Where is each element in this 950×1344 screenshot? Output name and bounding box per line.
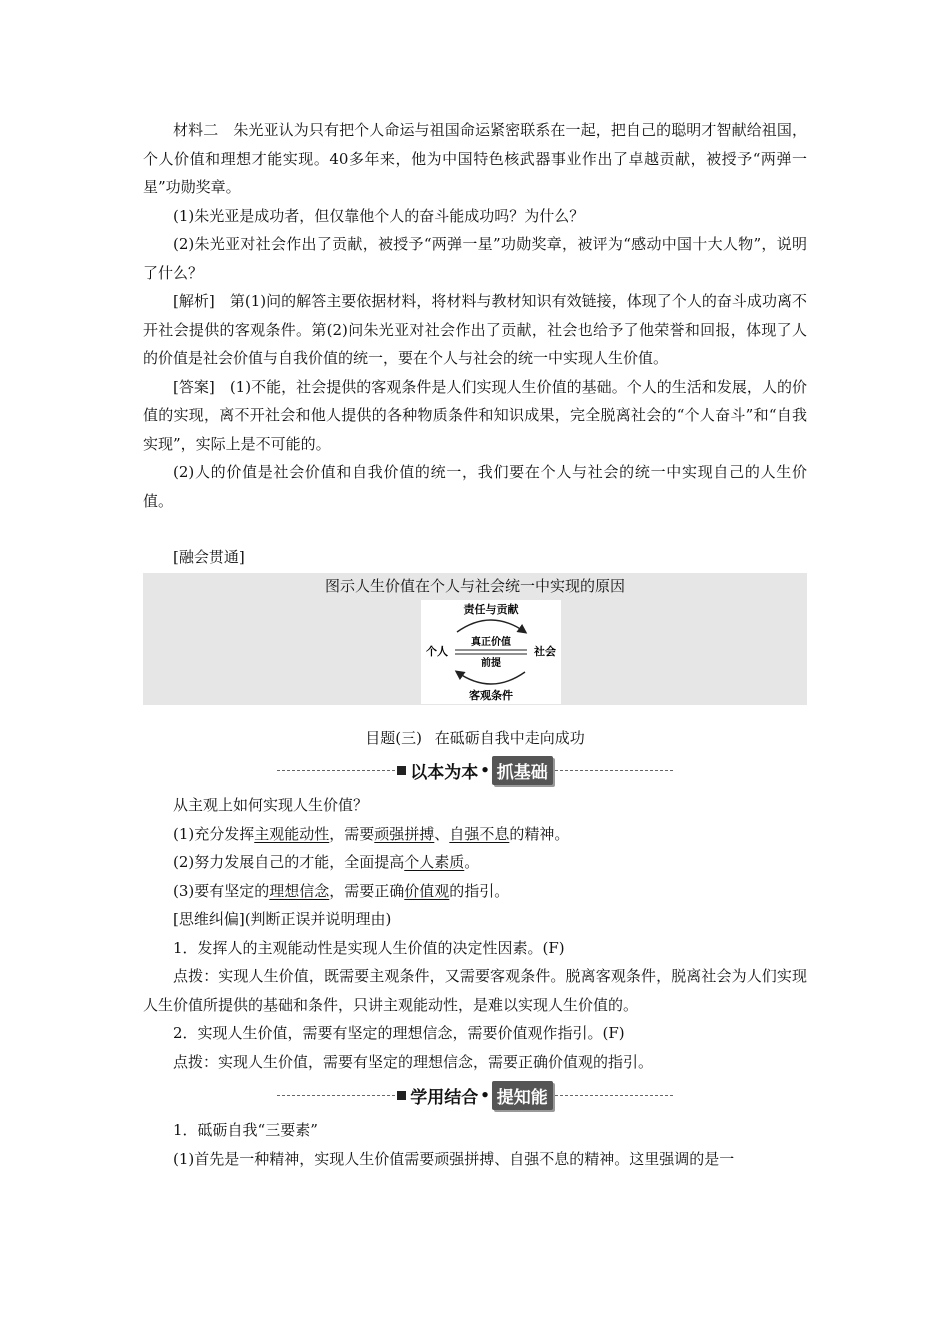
arrow-top xyxy=(457,620,525,632)
banner-dash-left xyxy=(277,770,395,771)
knowledge-heading: 1．砥砺自我“三要素” xyxy=(173,1121,318,1139)
blank-answer: 自强不息 xyxy=(449,824,510,843)
summary-title: 图示人生价值在个人与社会统一中实现的原因 xyxy=(324,577,625,595)
diagram-right-label: 社会 xyxy=(534,645,556,658)
topic-three-label: 目题(三) xyxy=(365,729,422,747)
answer-one: [答案] (1)不能，社会提供的客观条件是人们实现人生价值的基础。个人的生活和发展，人的价值的实现，离不开社会和他人提供的各种物质条件和知识成果，完全脱离社会的“个人奋斗”和“自我实现”，实际上是不可能的。 xyxy=(143,377,807,453)
banner-application-badge: 提知能 xyxy=(492,1081,553,1110)
banner-application xyxy=(143,1080,807,1110)
diagram-mid-top-label: 真正价值 xyxy=(471,637,511,648)
banner-dash-right xyxy=(555,770,673,771)
knowledge-item-1: (1)首先是一种精神，实现人生价值需要顽强拼搏、自强不息的精神。这里强调的是一 xyxy=(173,1149,735,1168)
cycle-diagram-svg xyxy=(421,600,561,704)
square-bullet-icon xyxy=(397,1091,406,1100)
topic-three-heading xyxy=(143,727,807,749)
integration-label: [融会贯通] xyxy=(173,548,245,566)
judgement-1: 1．发挥人的主观能动性是实现人生价值的决定性因素。(F) xyxy=(173,938,565,957)
banner-core xyxy=(397,1081,553,1110)
question-two: (2)朱光亚对社会作出了贡献，被授予“两弹一星”功勋奖章，被评为“感动中国十大人物”，说明了什么？ xyxy=(143,235,807,282)
basics-item-1: (1)充分发挥主观能动性，需要顽强拼搏、自强不息的精神。 xyxy=(173,824,570,843)
blank-answer: 理想信念 xyxy=(269,881,330,900)
analysis-paragraph: [解析] 第(1)问的解答主要依据材料，将材料与教材知识有效链接，体现了个人的奋斗成功离不开社会提供的客观条件。第(2)问朱光亚对社会作出了贡献，社会也给予了他荣誉和回报，体现了人的价值是社会价值与自我价值的统一，要在个人与社会的统一中实现人生价值。 xyxy=(143,292,807,367)
basics-item-2: (2)努力发展自己的才能，全面提高个人素质。 xyxy=(173,853,480,871)
blank-answer: 个人素质 xyxy=(404,853,465,871)
material-two-paragraph: 材料二 朱光亚认为只有把个人命运与祖国命运紧密联系在一起，把自己的聪明才智献给祖国，个人价值和理想才能实现。40多年来，他为中国特色核武器事业作出了卓越贡献，被授予“两弹一星”功勋奖章。 xyxy=(143,121,807,196)
cycle-diagram xyxy=(421,600,561,704)
basics-question: 从主观上如何实现人生价值？ xyxy=(173,796,369,814)
blank-answer: 主观能动性 xyxy=(254,824,330,843)
banner-core xyxy=(397,756,553,785)
banner-application-text: 学用结合 xyxy=(410,1087,479,1108)
arrow-bottom xyxy=(457,672,525,684)
banner-dash-left xyxy=(277,1095,395,1096)
blank-answer: 价值观 xyxy=(404,881,450,900)
diagram-top-label: 责任与贡献 xyxy=(463,603,519,616)
summary-box xyxy=(143,573,807,705)
document-page xyxy=(143,116,807,1173)
banner-basics-text: 以本为本 xyxy=(410,762,479,783)
spacer xyxy=(143,515,807,543)
diagram-left-label: 个人 xyxy=(426,645,448,658)
judgement-2: 2．实现人生价值，需要有坚定的理想信念，需要价值观作指引。(F) xyxy=(173,1024,625,1042)
diagram-mid-bottom-label: 前提 xyxy=(481,658,501,669)
square-bullet-icon xyxy=(397,766,406,775)
dot-separator: • xyxy=(480,761,490,779)
tip-2: 点拨：实现人生价值，需要有坚定的理想信念，需要正确价值观的指引。 xyxy=(173,1052,654,1071)
thinking-label: [思维纠偏](判断正误并说明理由) xyxy=(173,910,392,928)
banner-basics-badge: 抓基础 xyxy=(492,756,553,785)
diagram-bottom-label: 客观条件 xyxy=(469,689,513,702)
tip-1: 点拨：实现人生价值，既需要主观条件，又需要客观条件。脱离客观条件，脱离社会为人们实现人生价值所提供的基础和条件，只讲主观能动性，是难以实现人生价值的。 xyxy=(143,967,807,1014)
banner-basics xyxy=(143,755,807,785)
topic-three-title: 在砥砺自我中走向成功 xyxy=(434,729,585,747)
banner-dash-right xyxy=(555,1095,673,1096)
blank-answer: 顽强拼搏 xyxy=(374,824,435,843)
answer-two: (2)人的价值是社会价值和自我价值的统一，我们要在个人与社会的统一中实现自己的人生价值。 xyxy=(143,463,807,510)
question-one: (1)朱光亚是成功者，但仅靠他个人的奋斗能成功吗？为什么？ xyxy=(173,206,585,225)
basics-item-3: (3)要有坚定的理想信念，需要正确价值观的指引。 xyxy=(173,881,510,900)
dot-separator: • xyxy=(480,1086,490,1104)
